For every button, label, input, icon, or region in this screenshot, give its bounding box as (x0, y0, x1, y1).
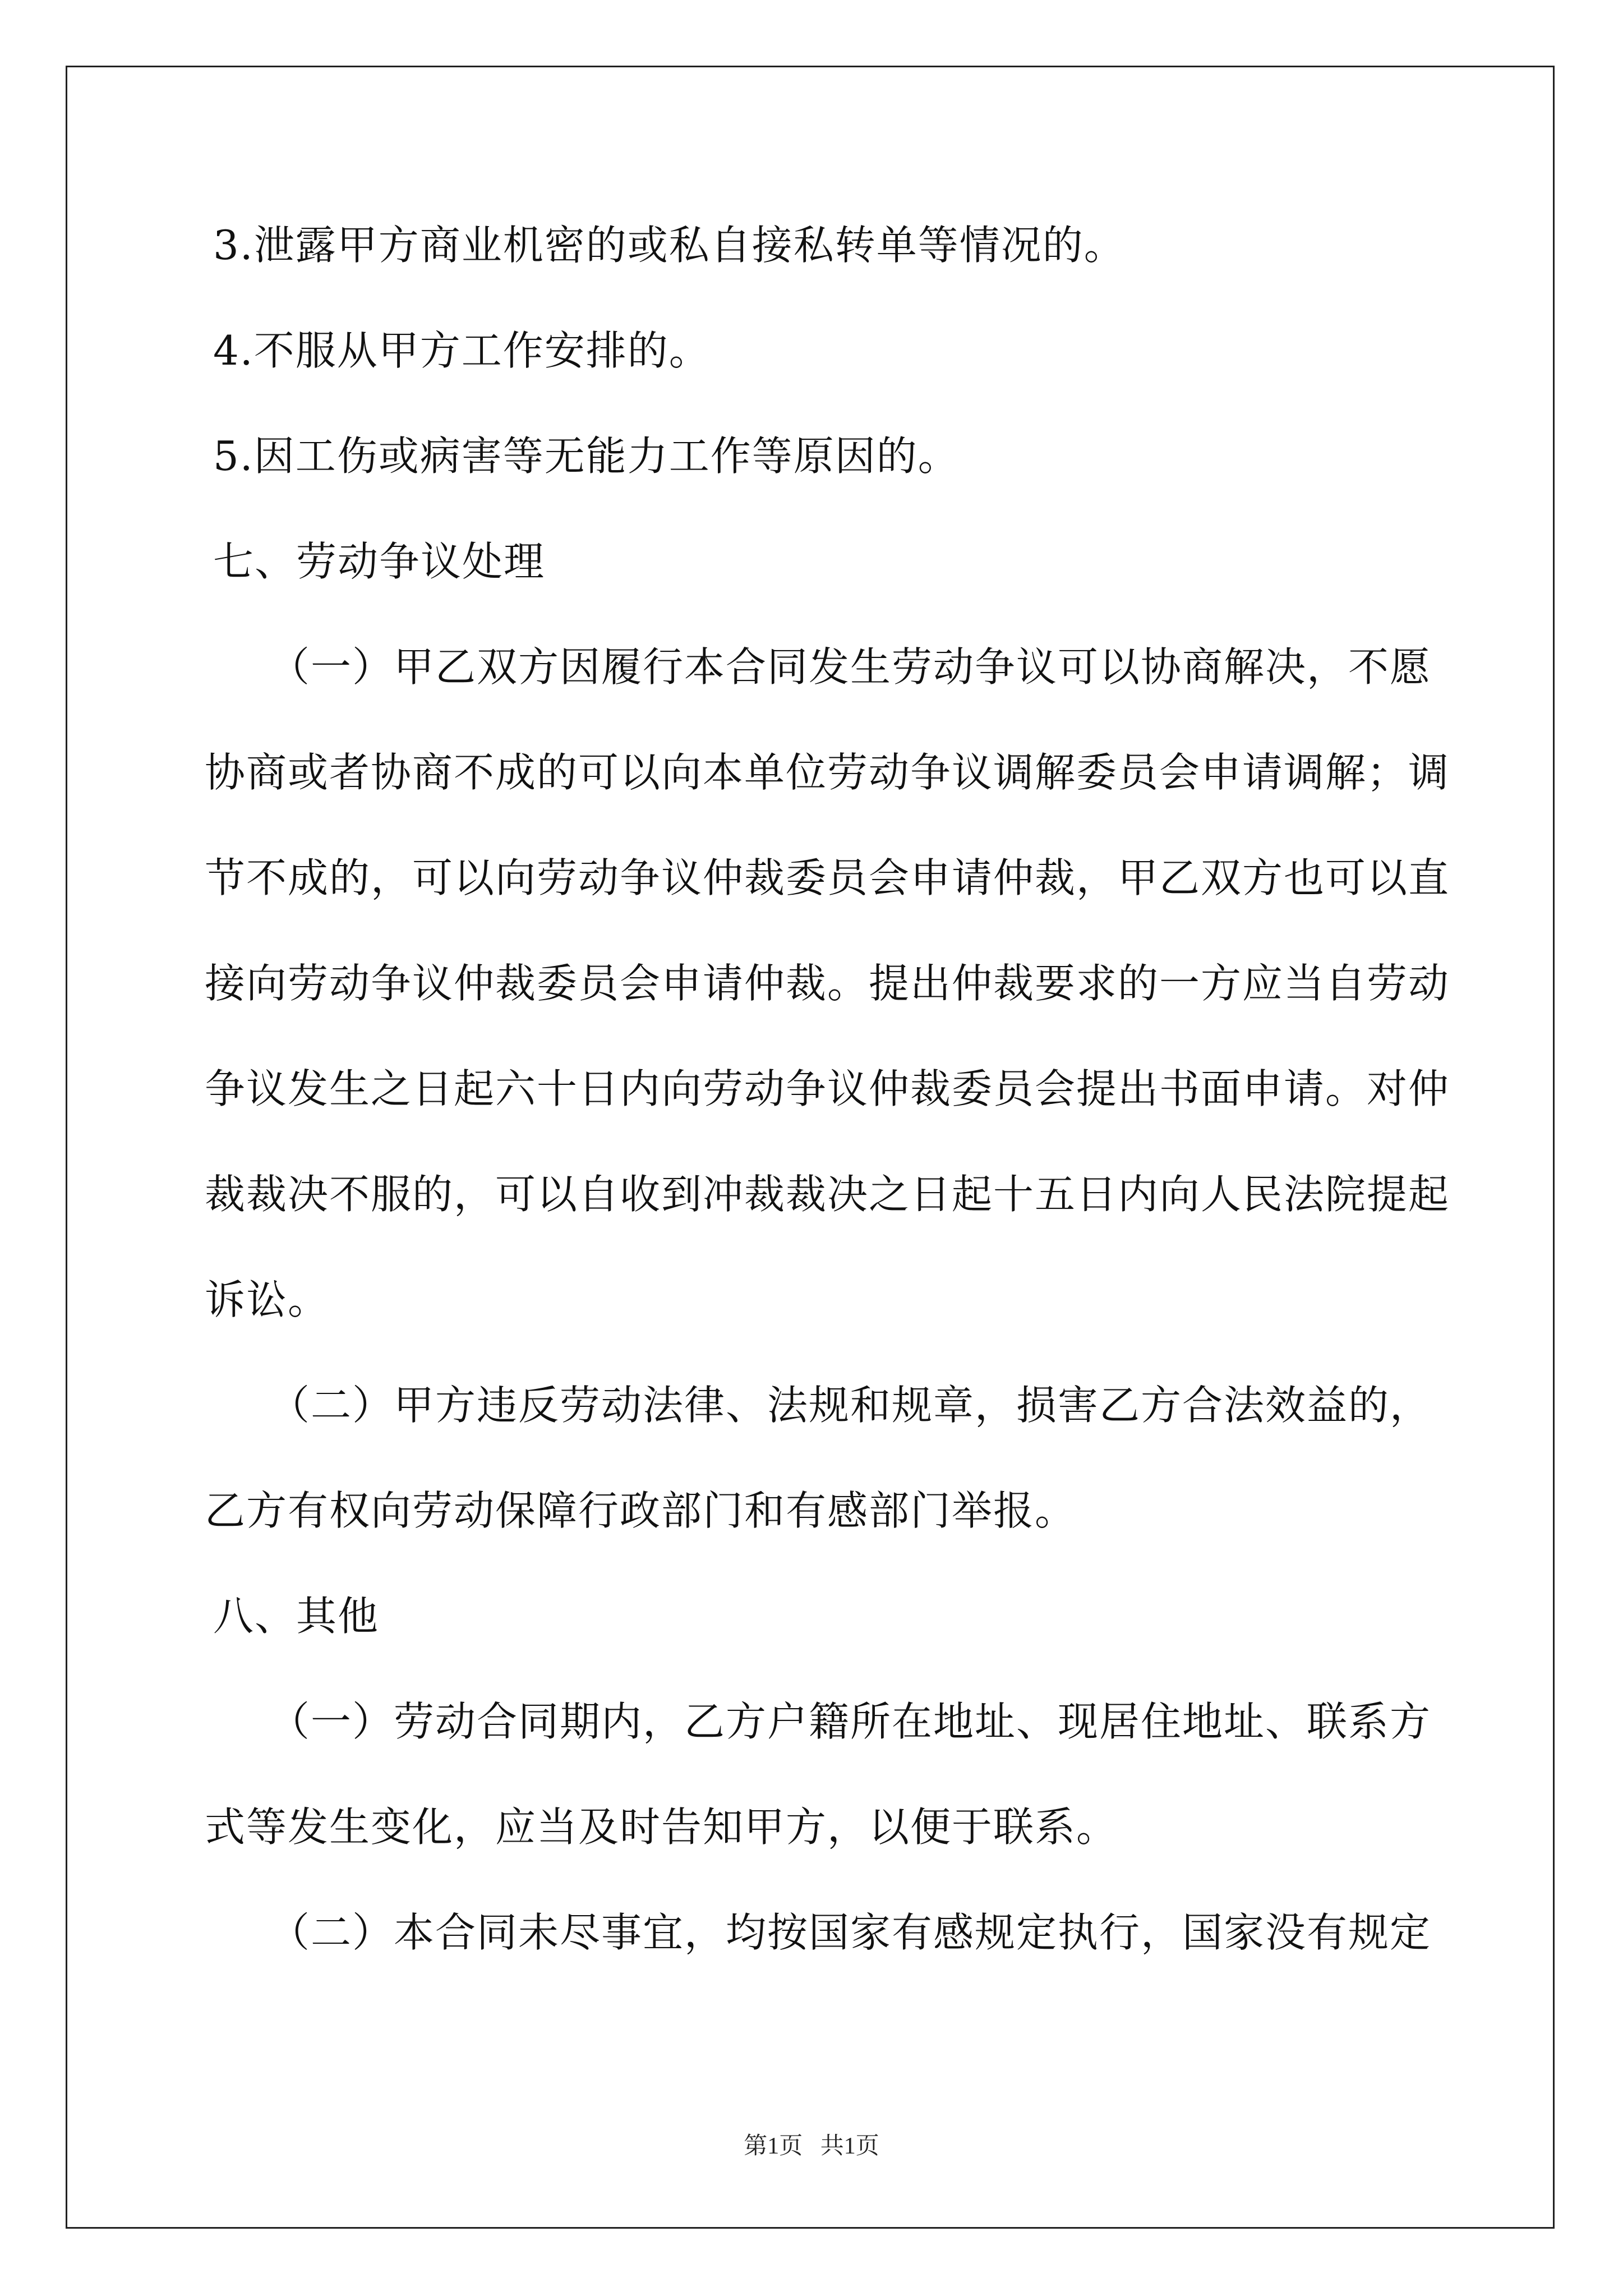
list-item-5: 5.因工伤或病害等无能力工作等原因的。 (213, 432, 960, 480)
page-border (66, 66, 1555, 2229)
paragraph-line: 诉讼。 (205, 1276, 330, 1323)
paragraph-line: 接向劳动争议仲裁委员会申请仲裁。提出仲裁要求的一方应当自劳动 (205, 960, 1450, 1007)
paragraph-line: 乙方有权向劳动保障行政部门和有感部门举报。 (205, 1487, 1077, 1534)
list-item-3: 3.泄露甲方商业机密的或私自接私转单等情况的。 (213, 222, 1126, 269)
page-footer: 第1页 共1页 (744, 2133, 879, 2159)
paragraph-line: 节不成的，可以向劳动争议仲裁委员会申请仲裁，甲乙双方也可以直 (205, 854, 1450, 901)
paragraph-line: （二）本合同未尽事宜，均按国家有感规定执行，国家没有规定 (269, 1909, 1432, 1956)
paragraph-line: （一）甲乙双方因履行本合同发生劳动争议可以协商解决，不愿 (269, 643, 1432, 691)
paragraph-line: 争议发生之日起六十日内向劳动争议仲裁委员会提出书面申请。对仲 (205, 1065, 1450, 1112)
list-item-4: 4.不服从甲方工作安排的。 (213, 327, 711, 374)
section-heading-8: 八、其他 (213, 1593, 380, 1640)
paragraph-line: 裁裁决不服的，可以自收到冲裁裁决之日起十五日内向人民法院提起 (205, 1171, 1450, 1218)
section-heading-7: 七、劳动争议处理 (213, 538, 546, 585)
paragraph-line: （一）劳动合同期内，乙方户籍所在地址、现居住地址、联系方 (269, 1698, 1432, 1745)
paragraph-line: 协商或者协商不成的可以向本单位劳动争议调解委员会申请调解；调 (205, 749, 1450, 796)
paragraph-line: 式等发生变化，应当及时告知甲方，以便于联系。 (205, 1803, 1118, 1851)
paragraph-line: （二）甲方违反劳动法律、法规和规章，损害乙方合法效益的， (269, 1382, 1432, 1429)
